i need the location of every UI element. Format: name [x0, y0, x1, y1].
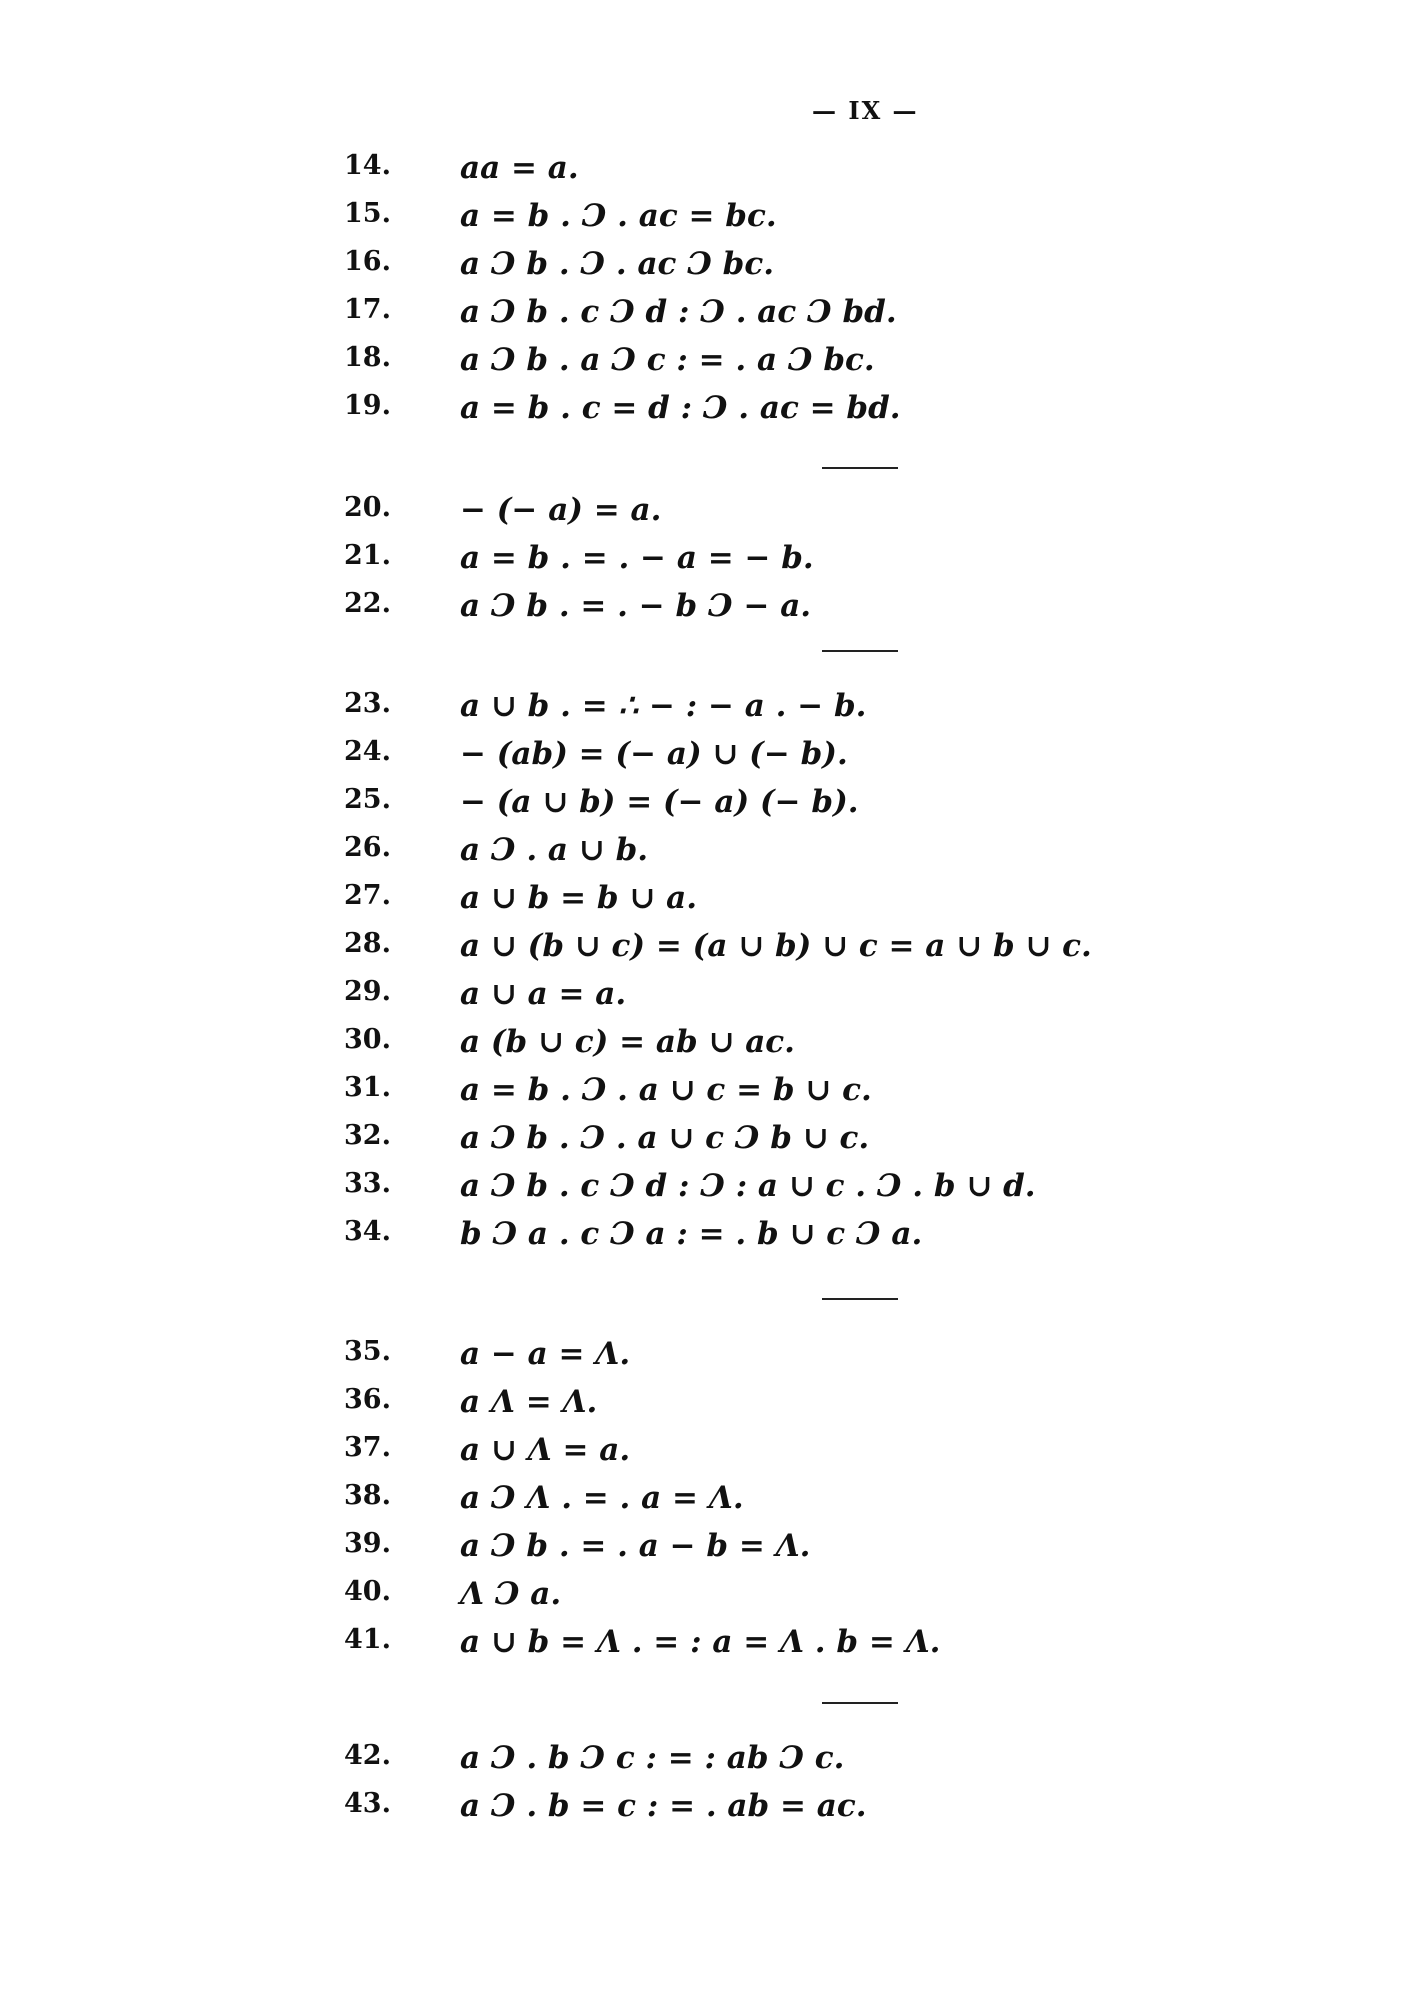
formula-number: 37. — [344, 1432, 391, 1463]
formula-number: 36. — [344, 1384, 391, 1415]
formula-expression: a Ɔ b . = . − b Ɔ − a. — [460, 588, 812, 624]
formula-number: 23. — [344, 688, 391, 719]
formula-number: 28. — [344, 928, 391, 959]
formula-number: 24. — [344, 736, 391, 767]
formula-number: 33. — [344, 1168, 391, 1199]
formula-expression: a Ɔ b . = . a − b = Λ. — [460, 1528, 811, 1564]
formula-number: 42. — [344, 1740, 391, 1771]
formula-number: 14. — [344, 150, 391, 181]
formula-expression: a = b . Ɔ . ac = bc. — [460, 198, 777, 234]
formula-expression: a = b . c = d : Ɔ . ac = bd. — [460, 390, 901, 426]
formula-expression: − (ab) = (− a) ∪ (− b). — [460, 736, 848, 772]
formula-expression: Λ Ɔ a. — [460, 1576, 562, 1612]
formula-number: 35. — [344, 1336, 391, 1367]
formula-number: 17. — [344, 294, 391, 325]
formula-number: 16. — [344, 246, 391, 277]
formula-number: 31. — [344, 1072, 391, 1103]
section-divider — [822, 467, 898, 469]
formula-expression: − (a ∪ b) = (− a) (− b). — [460, 784, 859, 820]
formula-number: 29. — [344, 976, 391, 1007]
formula-expression: a ∪ a = a. — [460, 976, 627, 1012]
formula-expression: a ∪ b . = ∴ − : − a . − b. — [460, 688, 867, 724]
formula-number: 19. — [344, 390, 391, 421]
section-divider — [822, 1702, 898, 1704]
section-divider — [822, 1298, 898, 1300]
formula-number: 32. — [344, 1120, 391, 1151]
formula-expression: a Ɔ . a ∪ b. — [460, 832, 649, 868]
formula-number: 26. — [344, 832, 391, 863]
page-number: — IX — — [812, 96, 919, 125]
formula-expression: a = b . Ɔ . a ∪ c = b ∪ c. — [460, 1072, 872, 1108]
formula-expression: a ∪ (b ∪ c) = (a ∪ b) ∪ c = a ∪ b ∪ c. — [460, 928, 1092, 964]
formula-number: 43. — [344, 1788, 391, 1819]
formula-number: 30. — [344, 1024, 391, 1055]
formula-expression: aa = a. — [460, 150, 579, 186]
formula-expression: a = b . = . − a = − b. — [460, 540, 814, 576]
formula-expression: a Ɔ b . c Ɔ d : Ɔ : a ∪ c . Ɔ . b ∪ d. — [460, 1168, 1036, 1204]
formula-expression: a Ɔ b . Ɔ . a ∪ c Ɔ b ∪ c. — [460, 1120, 870, 1156]
formula-number: 39. — [344, 1528, 391, 1559]
formula-number: 22. — [344, 588, 391, 619]
formula-number: 38. — [344, 1480, 391, 1511]
formula-expression: a Ɔ Λ . = . a = Λ. — [460, 1480, 744, 1516]
formula-number: 18. — [344, 342, 391, 373]
formula-number: 21. — [344, 540, 391, 571]
formula-expression: a (b ∪ c) = ab ∪ ac. — [460, 1024, 795, 1060]
formula-expression: − (− a) = a. — [460, 492, 662, 528]
formula-expression: a Ɔ . b = c : = . ab = ac. — [460, 1788, 867, 1824]
formula-expression: b Ɔ a . c Ɔ a : = . b ∪ c Ɔ a. — [460, 1216, 923, 1252]
formula-expression: a Ɔ b . c Ɔ d : Ɔ . ac Ɔ bd. — [460, 294, 897, 330]
formula-expression: a Ɔ b . a Ɔ c : = . a Ɔ bc. — [460, 342, 875, 378]
formula-number: 15. — [344, 198, 391, 229]
formula-number: 34. — [344, 1216, 391, 1247]
formula-number: 41. — [344, 1624, 391, 1655]
formula-number: 27. — [344, 880, 391, 911]
formula-expression: a − a = Λ. — [460, 1336, 631, 1372]
formula-number: 25. — [344, 784, 391, 815]
formula-expression: a Ɔ . b Ɔ c : = : ab Ɔ c. — [460, 1740, 845, 1776]
section-divider — [822, 650, 898, 652]
formula-expression: a ∪ b = Λ . = : a = Λ . b = Λ. — [460, 1624, 941, 1660]
formula-expression: a Ɔ b . Ɔ . ac Ɔ bc. — [460, 246, 775, 282]
formula-expression: a Λ = Λ. — [460, 1384, 598, 1420]
formula-number: 40. — [344, 1576, 391, 1607]
formula-expression: a ∪ Λ = a. — [460, 1432, 631, 1468]
formula-expression: a ∪ b = b ∪ a. — [460, 880, 697, 916]
formula-number: 20. — [344, 492, 391, 523]
